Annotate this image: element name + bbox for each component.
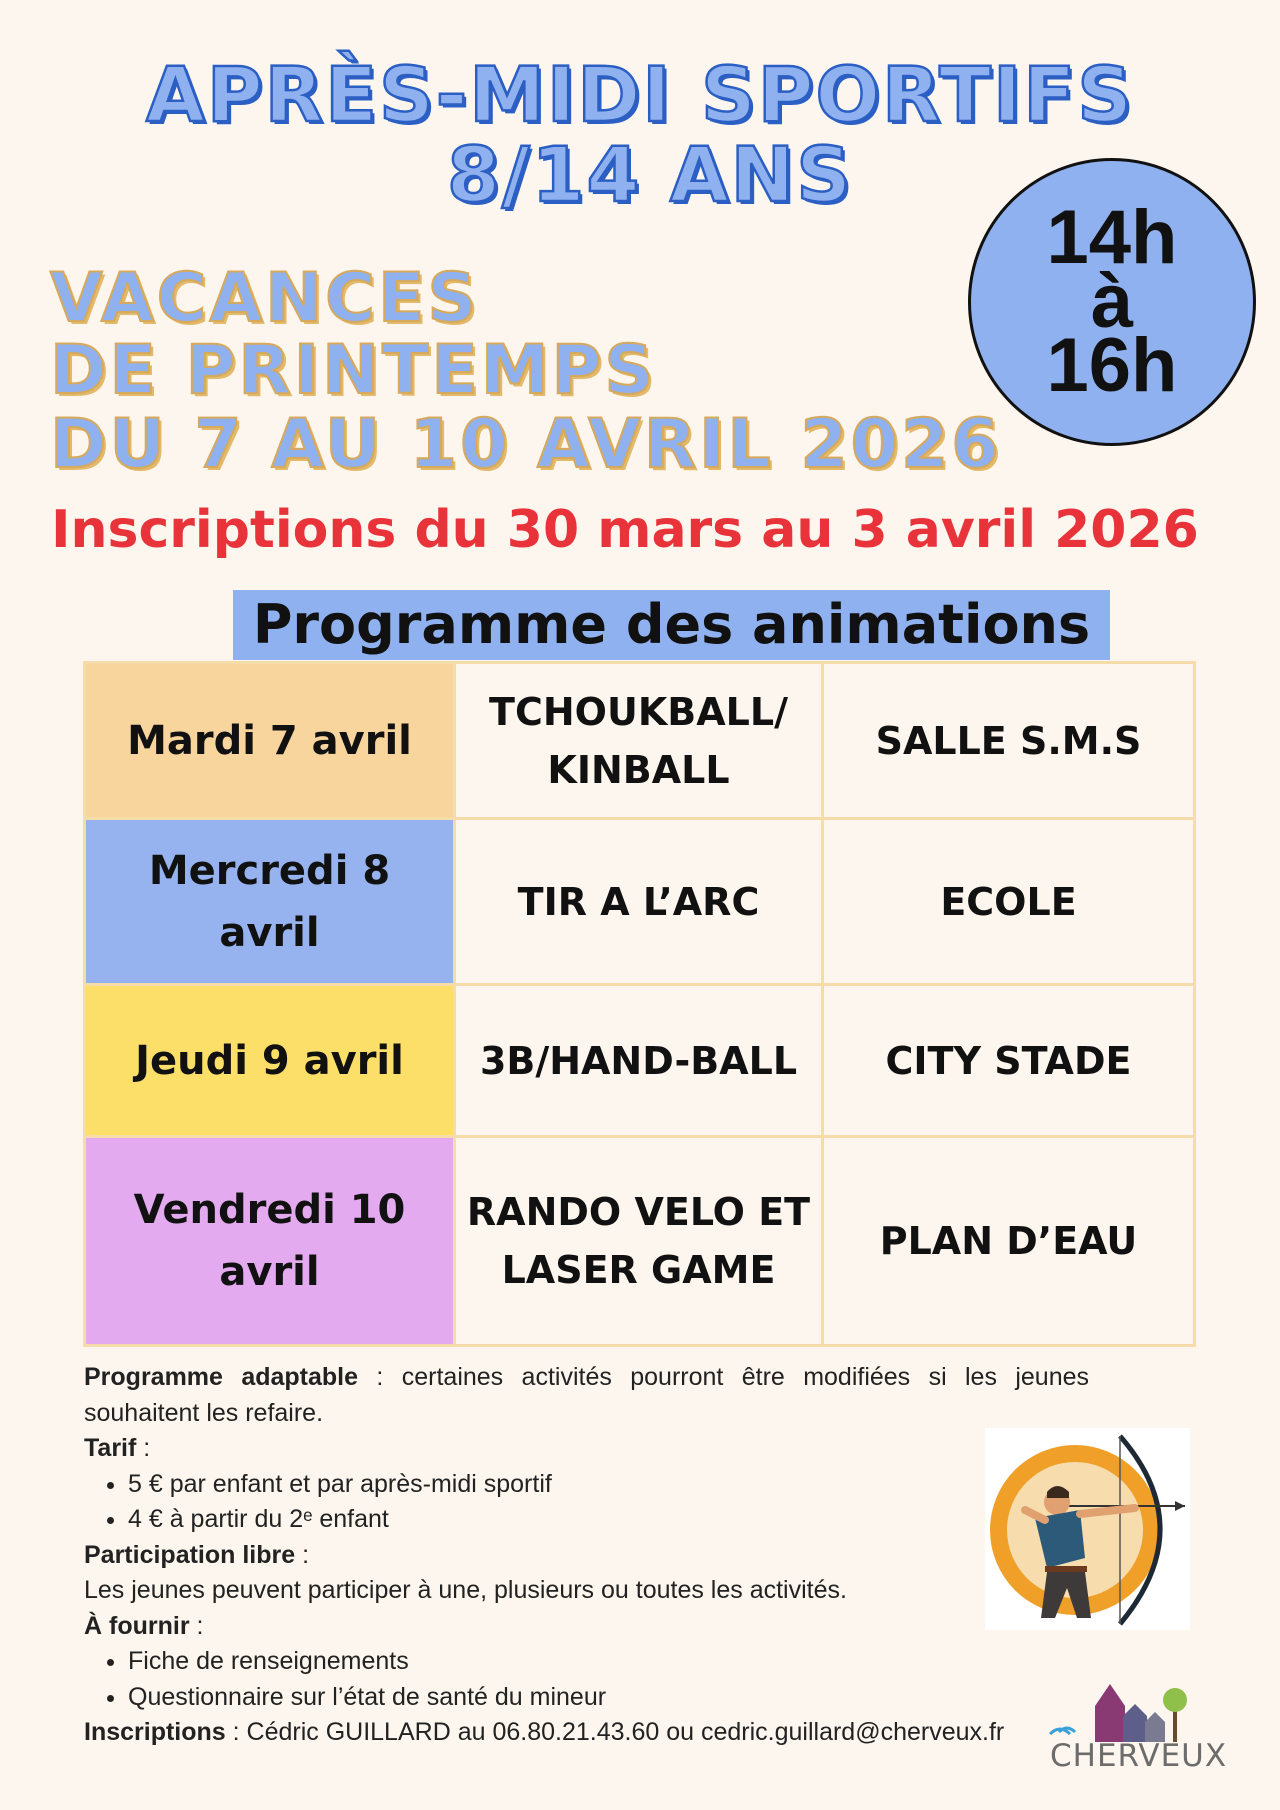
- title-line-1: APRÈS-MIDI SPORTIFS: [146, 50, 1134, 139]
- location-cell: ECOLE: [823, 819, 1195, 985]
- participation-suffix: :: [295, 1540, 310, 1569]
- table-row: [85, 663, 1195, 819]
- adaptable-label: Programme adaptable: [84, 1363, 359, 1391]
- list-item: • 4 € à partir du 2ᵉ enfant: [128, 1502, 1089, 1538]
- time-separator: à: [1090, 259, 1134, 344]
- adaptable-text: : certaines activités pourront être modifiées si les jeunes souhaitent les refaire.: [84, 1363, 1090, 1427]
- activity-cell: 3B/HAND-BALL: [455, 985, 823, 1137]
- period-line-2: DE PRINTEMPS: [50, 331, 657, 410]
- contact-label: Inscriptions: [84, 1718, 226, 1746]
- fournir-list: [84, 1644, 1089, 1715]
- fournir-label: À fournir: [84, 1611, 190, 1640]
- time-start: 14h: [1046, 195, 1178, 280]
- list-item: • Fiche de renseignements: [128, 1644, 1089, 1680]
- archer-icon: [985, 1428, 1190, 1630]
- title-line-2: 8/14 ANS: [446, 130, 854, 219]
- adaptable-paragraph: [84, 1360, 1089, 1431]
- period-line-3: DU 7 AU 10 AVRIL 2026: [50, 405, 1002, 484]
- location-cell: PLAN D’EAU: [823, 1137, 1195, 1346]
- tarif-suffix: :: [136, 1434, 151, 1462]
- tarif-label: Tarif: [84, 1434, 137, 1462]
- location-cell: SALLE S.M.S: [823, 663, 1195, 819]
- contact-text: : Cédric GUILLARD au 06.80.21.43.60 ou cedric.guillard@cherveux.fr: [225, 1718, 1005, 1746]
- day-cell: Vendredi 10 avril: [85, 1137, 455, 1346]
- tarif-list: [84, 1467, 1089, 1538]
- schedule-table: [83, 661, 1196, 1347]
- participation-heading: [84, 1538, 1089, 1574]
- village-icon: [1045, 1676, 1245, 1746]
- contact-line: [84, 1715, 1089, 1751]
- location-cell: CITY STADE: [823, 985, 1195, 1137]
- period-line-1: VACANCES: [50, 259, 480, 338]
- time-end: 16h: [1046, 323, 1178, 408]
- participation-text: Les jeunes peuvent participer à une, plusieurs ou toutes les activités.: [84, 1576, 847, 1604]
- table-row: [85, 819, 1195, 985]
- activity-cell: TIR A L’ARC: [455, 819, 823, 985]
- day-cell: Jeudi 9 avril: [85, 985, 455, 1137]
- day-cell: Mercredi 8 avril: [85, 819, 455, 985]
- time-badge: [968, 158, 1256, 446]
- activity-cell: RANDO VELO ET LASER GAME: [455, 1137, 823, 1346]
- activity-cell: TCHOUKBALL/ KINBALL: [455, 663, 823, 819]
- table-row: [85, 1137, 1195, 1346]
- program-title: Programme des animations: [233, 590, 1110, 660]
- info-section: [84, 1360, 1089, 1751]
- registration-banner: Inscriptions du 30 mars au 3 avril 2026: [51, 500, 1199, 560]
- fournir-heading: [84, 1609, 1089, 1645]
- table-row: [85, 985, 1195, 1137]
- archer-illustration: [985, 1428, 1190, 1630]
- logo-text: CHERVEUX: [1050, 1738, 1228, 1774]
- fournir-suffix: :: [189, 1611, 204, 1640]
- tarif-heading: [84, 1431, 1089, 1467]
- day-cell: Mardi 7 avril: [85, 663, 455, 819]
- list-item: • 5 € par enfant et par après-midi sportif: [128, 1467, 1089, 1503]
- list-item: • Questionnaire sur l’état de santé du mineur: [128, 1680, 1089, 1716]
- participation-label: Participation libre: [84, 1540, 296, 1569]
